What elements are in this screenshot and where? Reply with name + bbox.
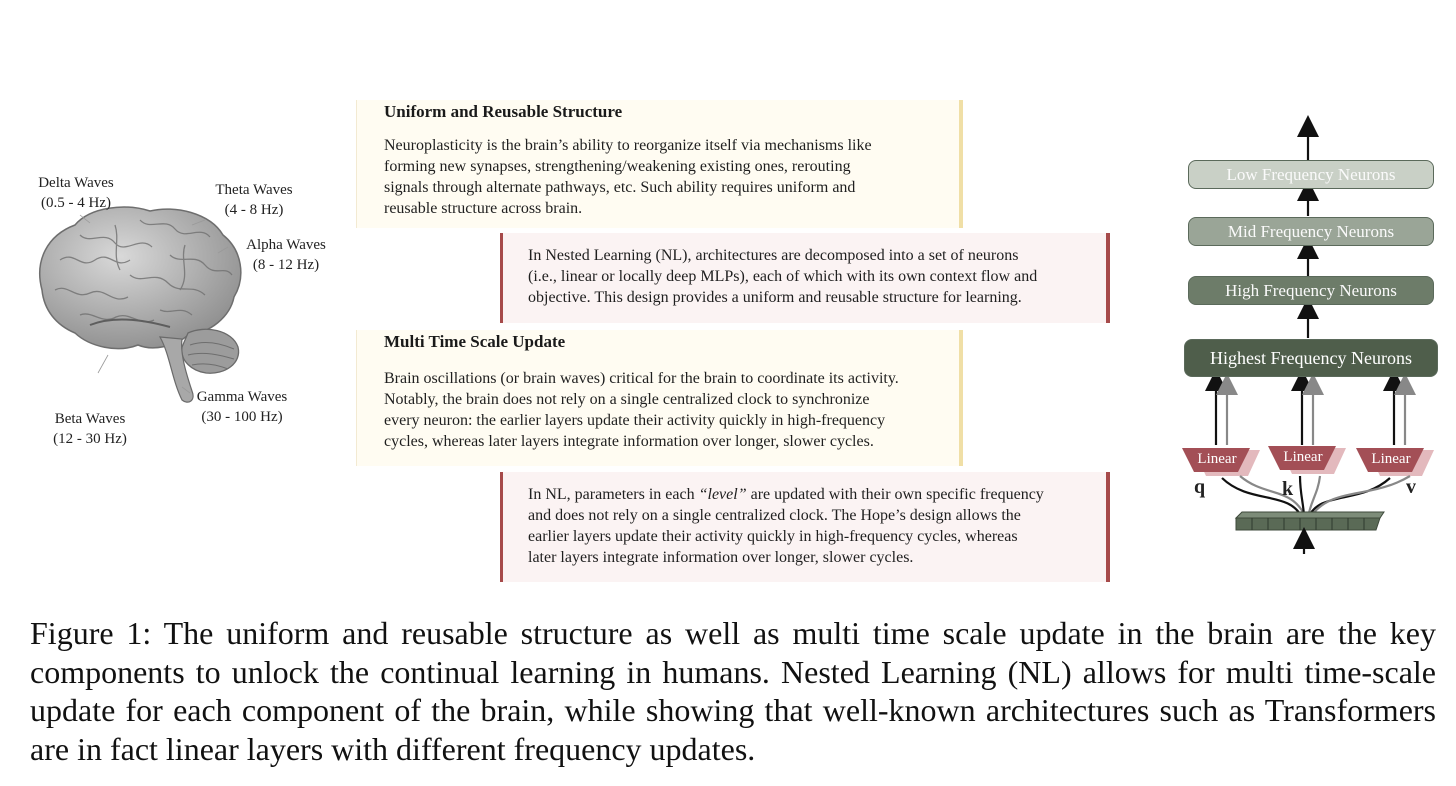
panel-nl-uniform [500, 233, 1110, 323]
wave-range: (12 - 30 Hz) [53, 431, 127, 447]
wave-label-beta [40, 409, 140, 449]
panel-line: In Nested Learning (NL), architectures are decomposed into a set of neurons [528, 247, 1019, 264]
panel-uniform-structure [356, 100, 963, 228]
wave-range: (30 - 100 Hz) [201, 409, 283, 425]
wave-name: Alpha Waves [246, 237, 326, 253]
q-label: q [1194, 476, 1206, 498]
highest-frequency-neurons: Highest Frequency Neurons [1184, 339, 1438, 377]
panel-multi-time-scale [356, 330, 963, 466]
panel-line: earlier layers update their activity quickly in high-frequency cycles, whereas [528, 528, 1018, 545]
panel-line [528, 484, 1084, 505]
panel-line: Notably, the brain does not rely on a single centralized clock to synchronize [384, 391, 870, 408]
panel-line: and does not rely on a single centralized clock. The Hope’s design allows the [528, 507, 1021, 524]
wave-label-alpha [236, 235, 336, 275]
panel-line: (i.e., linear or locally deep MLPs), each of which with its own context flow and [528, 268, 1038, 285]
wave-range: (8 - 12 Hz) [252, 257, 320, 273]
k-label: k [1282, 478, 1294, 500]
low-frequency-neurons: Low Frequency Neurons [1188, 160, 1434, 189]
panel-line: objective. This design provides a uniform and reusable structure for learning. [528, 289, 1022, 306]
linear-label-k: Linear [1283, 449, 1323, 465]
wave-label-theta [204, 180, 304, 220]
panel-line: every neuron: the earlier layers update their activity quickly in high-frequency [384, 412, 886, 429]
panel-title: Multi Time Scale Update [384, 332, 566, 351]
panel-line: forming new synapses, strengthening/weakening existing ones, rerouting [384, 158, 851, 175]
wave-label-delta [28, 173, 124, 213]
high-frequency-neurons: High Frequency Neurons [1188, 276, 1434, 305]
level-emphasis: “level” [698, 486, 747, 503]
mid-frequency-neurons: Mid Frequency Neurons [1188, 217, 1434, 246]
panel-line: cycles, whereas later layers integrate information over longer, slower cycles. [384, 433, 874, 450]
brain-panel [20, 165, 340, 465]
panel-body [384, 135, 932, 219]
panel-body [384, 368, 938, 452]
wave-name: Beta Waves [54, 411, 126, 427]
wave-name: Theta Waves [215, 182, 293, 198]
text-run: are updated with their own specific frequency [746, 486, 1044, 503]
figure-caption: Figure 1: The uniform and reusable structure as well as multi time scale update in the brain are the key components to unlock the continual learning in humans. Nested Learning (NL) allows for multi time-scale update for each component of the brain, while showing that well-known architectures such as Transformers are in fact linear layers with different frequency updates. [30, 615, 1436, 767]
panel-line: Brain oscillations (or brain waves) critical for the brain to coordinate its activity. [384, 370, 899, 387]
panel-line: reusable structure across brain. [384, 200, 583, 217]
panel-body [528, 484, 1084, 568]
input-tokens [1236, 512, 1384, 530]
wave-label-gamma [184, 387, 300, 427]
wave-range: (4 - 8 Hz) [224, 202, 284, 218]
wave-name: Delta Waves [38, 175, 114, 191]
linear-label-v: Linear [1371, 451, 1411, 467]
v-label: v [1406, 476, 1416, 498]
panel-nl-multi-time-scale [500, 472, 1110, 582]
panel-line: signals through alternate pathways, etc. Such ability requires uniform and [384, 179, 856, 196]
panel-title: Uniform and Reusable Structure [384, 102, 623, 121]
panel-body [528, 245, 1084, 308]
text-run: In NL, parameters in each [528, 486, 699, 503]
panel-line: Neuroplasticity is the brain’s ability to reorganize itself via mechanisms like [384, 137, 872, 154]
wave-name: Gamma Waves [196, 389, 288, 405]
panel-line: later layers integrate information over longer, slower cycles. [528, 549, 914, 566]
linear-label-q: Linear [1197, 451, 1237, 467]
wave-range: (0.5 - 4 Hz) [41, 195, 111, 211]
